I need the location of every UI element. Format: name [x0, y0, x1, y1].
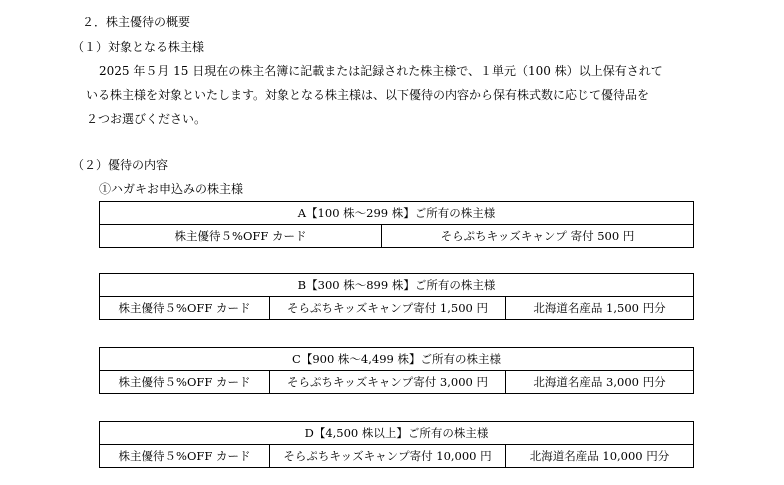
tier-b-donation: そらぷちキッズキャンプ寄付 1,500 円 — [270, 297, 506, 320]
tier-c-card: 株主優待５%OFF カード — [100, 371, 270, 394]
item-title-postcard: ①ハガキお申込みの株主様 — [99, 182, 244, 196]
tier-d-card: 株主優待５%OFF カード — [100, 445, 270, 468]
subsection-title-target: （１）対象となる株主様 — [72, 40, 205, 54]
tier-d-donation: そらぷちキッズキャンプ寄付 10,000 円 — [270, 445, 506, 468]
tier-c-donation: そらぷちキッズキャンプ寄付 3,000 円 — [270, 371, 506, 394]
tier-a-donation: そらぷちキッズキャンプ 寄付 500 円 — [382, 225, 694, 248]
tier-b-header: B【300 株～899 株】ご所有の株主様 — [100, 274, 694, 297]
tier-a-header: A【100 株～299 株】ご所有の株主様 — [100, 202, 694, 225]
tier-b-hokkaido-gift: 北海道名産品 1,500 円分 — [506, 297, 694, 320]
tier-d-header: D【4,500 株以上】ご所有の株主様 — [100, 422, 694, 445]
tier-b-table — [99, 273, 694, 320]
tier-b-card: 株主優待５%OFF カード — [100, 297, 270, 320]
tier-c-header: C【900 株～4,499 株】ご所有の株主様 — [100, 348, 694, 371]
tier-a-table — [99, 201, 694, 248]
body-text-line-1: 2025 年５月 15 日現在の株主名簿に記載または記録された株主様で、１単元（100 株）以上保有されて — [99, 64, 663, 78]
section-title: ２．株主優待の概要 — [82, 15, 191, 29]
body-text-line-2: いる株主様を対象といたします。対象となる株主様は、以下優待の内容から保有株式数に応じて優待品を — [86, 88, 650, 102]
subsection-title-content: （２）優待の内容 — [72, 158, 169, 172]
tier-d-table — [99, 421, 694, 468]
body-text-line-3: ２つお選びください。 — [86, 112, 207, 126]
tier-d-hokkaido-gift: 北海道名産品 10,000 円分 — [506, 445, 694, 468]
tier-a-card: 株主優待５%OFF カード — [100, 225, 382, 248]
tier-c-table — [99, 347, 694, 394]
tier-c-hokkaido-gift: 北海道名産品 3,000 円分 — [506, 371, 694, 394]
